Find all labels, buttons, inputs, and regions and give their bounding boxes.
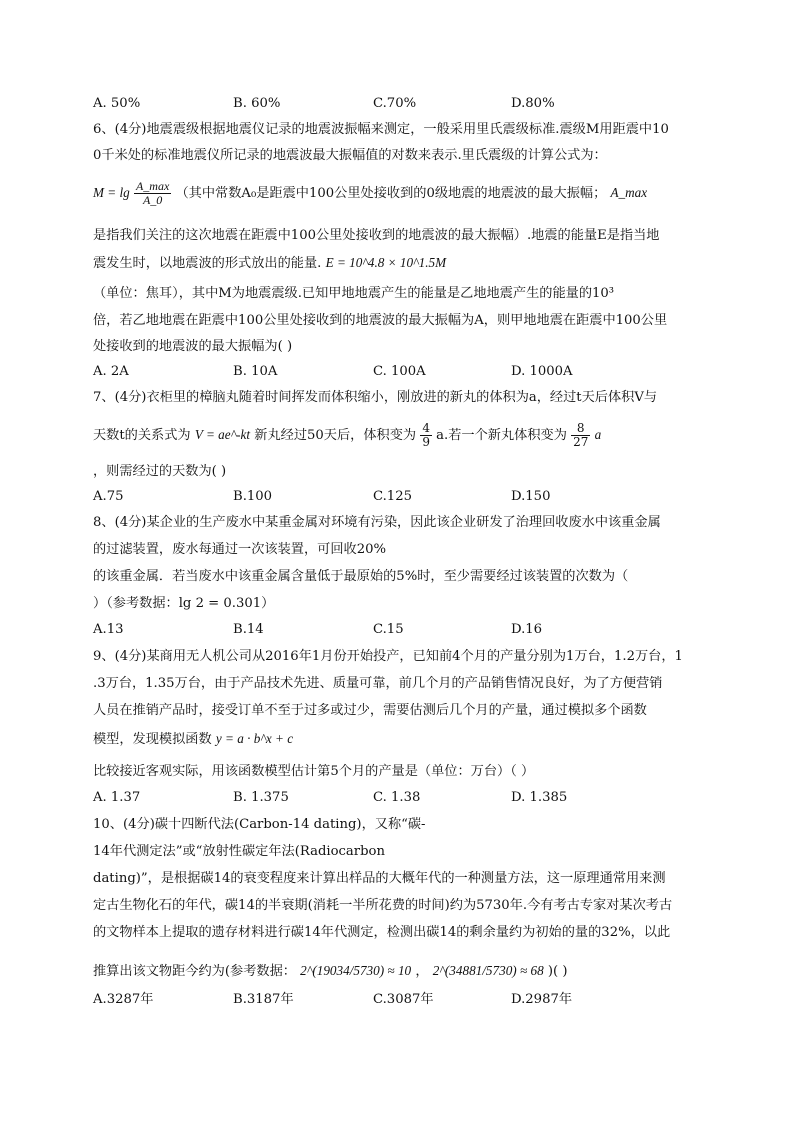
q6-formula-line: [93, 176, 713, 210]
q8-text-line: ）（参考数据：lg 2 = 0.301）: [93, 596, 275, 611]
q6-energy-text: 震发生时，以地震波的形式放出的能量.: [93, 256, 322, 271]
q7-fraction-8-27: [571, 422, 590, 449]
q7-option-a[interactable]: A.75: [93, 489, 124, 504]
q8-options: [93, 620, 713, 640]
q9-option-d[interactable]: D. 1.385: [511, 790, 568, 805]
q5-option-d[interactable]: D.80%: [511, 96, 555, 111]
q7-options: [93, 487, 713, 507]
q7-fraction-numerator: 8: [571, 422, 590, 436]
q7-fraction-denominator: 9: [422, 435, 430, 449]
q7-text-b: 新丸经过50天后，体积变为: [254, 428, 417, 443]
q6-option-c[interactable]: C. 100A: [373, 364, 426, 379]
q6-energy-line: [93, 253, 713, 274]
q10-option-c[interactable]: C.3087年: [373, 992, 434, 1007]
q10-text-line: 定古生物化石的年代，碳14的半衰期(消耗一半所花费的时间)约为5730年.今有考古专家对某次考古: [93, 898, 673, 913]
q6-energy-formula: E = 10^4.8 × 10^1.5M: [325, 255, 447, 270]
q10-reference-1: 2^(19034/5730) ≈ 10: [300, 963, 412, 978]
q7-text-d: a: [594, 427, 602, 442]
q7-formula: V = ae^-kt: [194, 427, 251, 442]
q10-option-a[interactable]: A.3287年: [93, 992, 154, 1007]
q9-options: [93, 788, 713, 808]
q9-model-text: 模型，发现模拟函数: [93, 732, 212, 747]
q7-fraction-numerator: 4: [422, 421, 430, 435]
q6-option-b[interactable]: B. 10A: [233, 364, 278, 379]
q10-text-line: 的文物样本上提取的遗存材料进行碳14年代测定，检测出碳14的剩余量约为初始的量的32%，以此: [93, 925, 671, 940]
q6-text-line: 6、(4分)地震震级根据地震仪记录的地震波振幅来测定，一般采用里氏震级标准.震级M用距震中10: [93, 122, 669, 137]
q8-text-line: 8、(4分)某企业的生产废水中某重金属对环境有污染，因此该企业研发了治理回收废水中该重金属: [93, 515, 661, 530]
q7-text-line: 7、(4分)衣柜里的樟脑丸随着时间挥发而体积缩小，刚放进的新丸的体积为a，经过t天后体积V与: [93, 390, 658, 405]
q5-option-a[interactable]: A. 50%: [93, 96, 141, 111]
q6-formula-numerator: A_max: [135, 179, 170, 193]
q7-text-a: 天数t的关系式为: [93, 428, 191, 443]
q9-option-c[interactable]: C. 1.38: [373, 790, 421, 805]
q6-text-line: 0千米处的标准地震仪所记录的地震波最大振幅值的对数来表示.里氏震级的计算公式为：: [93, 148, 607, 163]
q9-text-line: 人员在推销产品时，接受订单不至于过多或过少，需要估测后几个月的产量，通过模拟多个函数: [93, 703, 647, 718]
q8-option-b[interactable]: B.14: [233, 622, 264, 637]
q7-text-line: ，则需经过的天数为( ): [93, 464, 227, 479]
q6-formula-note: （其中常数A₀是距震中100公里处接收到的0级地震的地震波的最大振幅；: [175, 186, 607, 201]
q6-formula-tail: A_max: [610, 185, 648, 200]
q6-formula-denominator: A_0: [142, 193, 163, 207]
q6-formula-fraction: [134, 180, 171, 207]
q10-options: [93, 990, 713, 1010]
q7-fraction-denominator: 27: [573, 435, 589, 449]
q7-formula-line: [93, 418, 713, 452]
q5-option-c[interactable]: C.70%: [373, 96, 417, 111]
q10-reference-2: 2^(34881/5730) ≈ 68: [432, 963, 544, 978]
q5-options: [93, 94, 713, 114]
q9-model-line: [93, 729, 713, 750]
q8-option-c[interactable]: C.15: [373, 622, 404, 637]
q9-option-b[interactable]: B. 1.375: [233, 790, 289, 805]
q10-reference-text: 推算出该文物距今约为(参考数据：: [93, 964, 296, 979]
q6-formula-lhs: M = lg: [93, 185, 130, 200]
q9-text-line: 比较接近客观实际，用该函数模型估计第5个月的产量是（单位：万台）（ ）: [93, 764, 535, 779]
q7-text-c: a.若一个新丸体积变为: [436, 428, 567, 443]
q7-option-c[interactable]: C.125: [373, 489, 412, 504]
q9-option-a[interactable]: A. 1.37: [93, 790, 141, 805]
q10-text-line: 14年代测定法”或“放射性碳定年法(Radiocarbon: [93, 844, 385, 859]
q7-fraction-4-9: [420, 422, 432, 449]
q10-reference-line: 推算出该文物距今约为(参考数据： 2^(19034/5730) ≈ 10 ， 2^(34881/5730) ≈ 68 )( ): [93, 963, 568, 979]
q6-text-line: 是指我们关注的这次地震在距震中100公里处接收到的地震波的最大振幅）.地震的能量E是指当地: [93, 228, 660, 243]
q6-text-line: 倍，若乙地地震在距震中100公里处接收到的地震波的最大振幅为A，则甲地地震在距震中100公里: [93, 313, 668, 328]
q6-options: [93, 362, 713, 382]
q5-option-b[interactable]: B. 60%: [233, 96, 281, 111]
q7-option-d[interactable]: D.150: [511, 489, 551, 504]
q10-text-line: 10、(4分)碳十四断代法(Carbon-14 dating)，又称“碳-: [93, 817, 426, 832]
q10-text-line: dating)”，是根据碳14的衰变程度来计算出样品的大概年代的一种测量方法，这一原理通常用来测: [93, 871, 666, 886]
q10-option-d[interactable]: D.2987年: [511, 992, 573, 1007]
q6-option-d[interactable]: D. 1000A: [511, 364, 573, 379]
q10-reference-end: )( ): [547, 964, 568, 979]
q9-text-line: 9、(4分)某商用无人机公司从2016年1月份开始投产，已知前4个月的产量分别为1万台，1.2万台，1: [93, 649, 683, 664]
q7-option-b[interactable]: B.100: [233, 489, 273, 504]
q6-text-line: （单位：焦耳），其中M为地震震级.已知甲地地震产生的能量是乙地地震产生的能量的10³: [93, 286, 615, 301]
q8-text-line: 的过滤装置，废水每通过一次该装置，可回收20%: [93, 542, 387, 557]
q6-text-line: 处接收到的地震波的最大振幅为( ): [93, 339, 293, 354]
q8-option-a[interactable]: A.13: [93, 622, 124, 637]
q8-option-d[interactable]: D.16: [511, 622, 543, 637]
q8-text-line: 的该重金属．若当废水中该重金属含量低于最原始的5%时，至少需要经过该装置的次数为（: [93, 569, 629, 584]
q6-option-a[interactable]: A. 2A: [93, 364, 129, 379]
q10-option-b[interactable]: B.3187年: [233, 992, 294, 1007]
q9-model-formula: y = a · b^x + c: [215, 731, 294, 746]
q9-text-line: .3万台，1.35万台，由于产品技术先进、质量可靠，前几个月的产品销售情况良好，为了方便营销: [93, 676, 663, 691]
